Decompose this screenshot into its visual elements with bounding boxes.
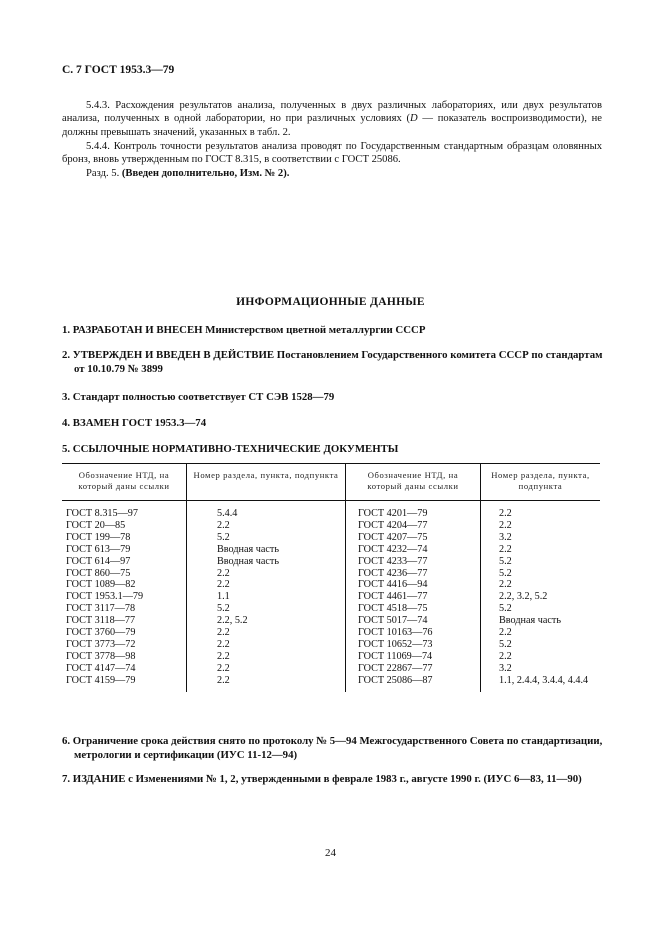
cell-section: 5.2: [187, 532, 346, 544]
info-item-3: 3. Стандарт полностью соответствует СТ СЭВ 1528—79: [62, 391, 335, 403]
column-header-section: Номер раздела, пункта, подпункта: [187, 464, 346, 501]
cell-section: 1.1: [187, 591, 346, 603]
cell-section: Вводная часть: [481, 615, 601, 627]
info-item-7: 7. ИЗДАНИЕ с Изменениями № 1, 2, утвержденными в феврале 1983 г., августе 1990 г. (ИУС 6—83, 11—90): [62, 773, 582, 785]
table-body: [62, 501, 600, 692]
info-item-1: 1. РАЗРАБОТАН И ВНЕСЕН Министерством цветной металлургии СССР: [62, 324, 426, 336]
cell-section: 2.2: [187, 520, 346, 532]
cell-section: 2.2: [481, 579, 601, 591]
cell-document: ГОСТ 1089—82: [66, 579, 136, 591]
section-5-note-lead: Разд. 5.: [86, 168, 122, 179]
info-item-2: 2. УТВЕРЖДЕН И ВВЕДЕН В ДЕЙСТВИЕ Постановлением Государственного комитета СССР по стандартам от 10.10.79 № 3899: [62, 349, 603, 375]
table-row: [62, 675, 600, 692]
cell-section: 1.1, 2.4.4, 3.4.4, 4.4.4: [481, 675, 601, 692]
reference-documents-table: [62, 463, 600, 692]
cell-section: Вводная часть: [187, 544, 346, 556]
cell-section: 2.2: [187, 651, 346, 663]
cell-document: ГОСТ 5017—74: [346, 615, 481, 627]
cell-document: ГОСТ 22867—77: [346, 663, 481, 675]
section-5-note: [62, 167, 602, 180]
cell-section: 2.2: [187, 627, 346, 639]
column-header-section: Номер раздела, пункта, подпункта: [481, 464, 601, 501]
cell-section: 2.2: [481, 501, 601, 520]
cell-document: ГОСТ 25086—87: [346, 675, 481, 692]
cell-section: 5.2: [481, 639, 601, 651]
cell-section: 2.2: [187, 663, 346, 675]
paragraph-5-4-4: 5.4.4. Контроль точности результатов анализа проводят по Государственным стандартным образцам оловянных бронз, вновь утвержденным по ГОСТ 8.315, в соответствии с ГОСТ 25086.: [62, 141, 602, 166]
cell-section: 2.2, 5.2: [187, 615, 346, 627]
table-row: [62, 603, 600, 615]
cell-document: ГОСТ 4147—74: [66, 662, 136, 674]
cell-section: Вводная часть: [187, 556, 346, 568]
cell-document: ГОСТ 4233—77: [346, 556, 481, 568]
table-row: [62, 591, 600, 603]
info-data-title: ИНФОРМАЦИОННЫЕ ДАННЫЕ: [236, 296, 425, 308]
cell-section: 2.2: [481, 520, 601, 532]
column-header-document: Обозначение НТД, на который даны ссылки: [62, 464, 187, 501]
cell-section: 2.2: [187, 579, 346, 591]
reproducibility-symbol: D: [410, 113, 418, 125]
table-row: [62, 579, 600, 591]
table-row: [62, 568, 600, 580]
cell-document: ГОСТ 4201—79: [346, 501, 481, 520]
cell-document: ГОСТ 11069—74: [346, 651, 481, 663]
cell-document: ГОСТ 614—97: [66, 555, 131, 567]
cell-document: ГОСТ 3760—79: [66, 627, 136, 639]
cell-document: ГОСТ 4204—77: [346, 520, 481, 532]
info-item-4: 4. ВЗАМЕН ГОСТ 1953.3—74: [62, 417, 207, 429]
cell-section: 2.2: [187, 639, 346, 651]
cell-document: ГОСТ 8.315—97: [66, 508, 138, 519]
cell-section: 2.2: [481, 651, 601, 663]
section-5-note-amendment: (Введен дополнительно, Изм. № 2).: [121, 168, 290, 179]
paragraph-5-4-3-text-b: — показатель воспроизводимости), не должны превышать значений, указанных в табл. 2.: [62, 113, 603, 138]
cell-document: ГОСТ 860—75: [66, 567, 131, 579]
table-row: [62, 556, 600, 568]
cell-section: 2.2: [481, 544, 601, 556]
cell-section: 5.2: [481, 603, 601, 615]
cell-document: ГОСТ 4518—75: [346, 603, 481, 615]
cell-section: 2.2: [481, 627, 601, 639]
cell-section: 3.2: [481, 663, 601, 675]
cell-document: ГОСТ 4416—94: [346, 579, 481, 591]
cell-section: 5.2: [481, 568, 601, 580]
cell-document: ГОСТ 199—78: [66, 531, 131, 543]
table-row: [62, 615, 600, 627]
cell-document: ГОСТ 3778—98: [66, 650, 136, 662]
page-number: 24: [325, 847, 336, 859]
cell-section: 5.2: [481, 556, 601, 568]
table-row: [62, 501, 600, 520]
cell-section: 2.2: [187, 568, 346, 580]
cell-document: ГОСТ 10652—73: [346, 639, 481, 651]
cell-section: 5.4.4: [187, 501, 346, 520]
table-row: [62, 532, 600, 544]
cell-document: ГОСТ 4207—75: [346, 532, 481, 544]
table-header-row: [62, 464, 600, 501]
info-item-6: 6. Ограничение срока действия снято по протоколу № 5—94 Межгосударственного Совета по стандартизации, метрологии и сертификации (ИУС 11-12—94): [62, 735, 603, 761]
table-row: [62, 639, 600, 651]
paragraph-5-4-3-text-a: 5.4.3. Расхождения результатов анализа, полученных в двух различных лабораториях, или двух результатов анализа, полученных в одной лаборатории, но при различных условиях (: [62, 100, 602, 125]
table-row: [62, 627, 600, 639]
cell-document: ГОСТ 3118—77: [66, 615, 136, 627]
cell-document: ГОСТ 4236—77: [346, 568, 481, 580]
page-header: С. 7 ГОСТ 1953.3—79: [62, 64, 175, 76]
cell-document: ГОСТ 4159—79: [66, 674, 136, 686]
cell-section: 5.2: [187, 603, 346, 615]
cell-document: ГОСТ 20—85: [66, 519, 126, 531]
cell-section: 2.2: [187, 675, 346, 692]
cell-document: ГОСТ 613—79: [66, 543, 131, 555]
cell-document: ГОСТ 3117—78: [66, 603, 136, 615]
cell-document: ГОСТ 1953.1—79: [66, 591, 144, 603]
cell-document: ГОСТ 4232—74: [346, 544, 481, 556]
table-row: [62, 663, 600, 675]
table-row: [62, 520, 600, 532]
cell-document: ГОСТ 3773—72: [66, 638, 136, 650]
cell-section: 3.2: [481, 532, 601, 544]
table-row: [62, 544, 600, 556]
cell-section: 2.2, 3.2, 5.2: [481, 591, 601, 603]
paragraph-5-4-3: [62, 99, 602, 139]
column-header-document: Обозначение НТД, на который даны ссылки: [346, 464, 481, 501]
table-row: [62, 651, 600, 663]
cell-document: ГОСТ 10163—76: [346, 627, 481, 639]
cell-document: ГОСТ 4461—77: [346, 591, 481, 603]
info-item-5: 5. ССЫЛОЧНЫЕ НОРМАТИВНО-ТЕХНИЧЕСКИЕ ДОКУМЕНТЫ: [62, 443, 399, 455]
